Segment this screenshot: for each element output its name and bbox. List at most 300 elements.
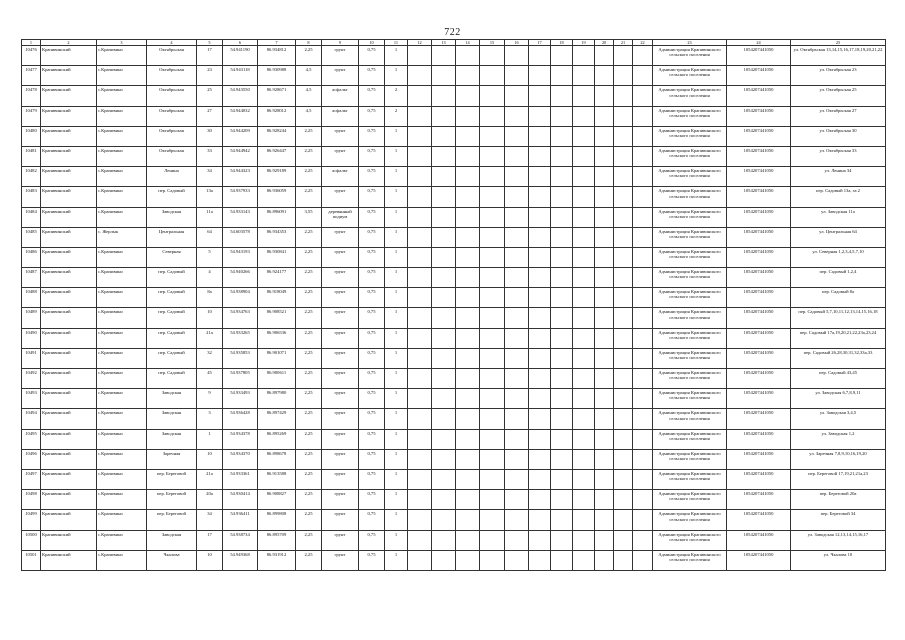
surface: грунт (322, 146, 359, 166)
empty-cell (633, 449, 653, 469)
empty-cell (529, 66, 551, 86)
empty-cell (529, 429, 551, 449)
longitude: 86.898678 (258, 449, 296, 469)
ogrn: 1054207441050 (727, 328, 791, 348)
surface: грунт (322, 530, 359, 550)
empty-cell (432, 187, 456, 207)
empty-cell (595, 187, 614, 207)
district: Крапивинский (41, 247, 97, 267)
street: пер. Береговой (147, 469, 197, 489)
volume: 0,75 (359, 328, 385, 348)
settlement: с.Крапивино (97, 369, 147, 389)
container-count: 2 (385, 106, 408, 126)
served-addresses: пер. Садовый 5,7,10,11,12,13,14,15,16,18 (791, 308, 886, 328)
longitude: 86.895269 (258, 429, 296, 449)
empty-cell (614, 550, 633, 570)
empty-cell (432, 268, 456, 288)
empty-cell (408, 389, 432, 409)
empty-cell (595, 530, 614, 550)
empty-cell (480, 167, 505, 187)
empty-cell (614, 247, 633, 267)
registry-table (21, 39, 886, 571)
empty-cell (573, 530, 595, 550)
owner: Администрация Крапивинского сельского поселения (653, 469, 727, 489)
empty-cell (432, 167, 456, 187)
surface: грунт (322, 409, 359, 429)
table-row (22, 86, 886, 106)
surface: грунт (322, 490, 359, 510)
empty-cell (456, 389, 480, 409)
empty-cell (480, 268, 505, 288)
empty-cell (505, 227, 529, 247)
served-addresses: ул. Ленина 34 (791, 167, 886, 187)
record-id: 10483 (22, 187, 41, 207)
empty-cell (551, 146, 573, 166)
surface: грунт (322, 389, 359, 409)
district: Крапивинский (41, 66, 97, 86)
empty-cell (529, 510, 551, 530)
area: 2,25 (296, 429, 322, 449)
latitude: 54.944942 (223, 146, 258, 166)
table-row (22, 510, 886, 530)
record-id: 10493 (22, 389, 41, 409)
empty-cell (432, 369, 456, 389)
area: 2,25 (296, 369, 322, 389)
empty-cell (551, 66, 573, 86)
empty-cell (480, 146, 505, 166)
served-addresses: ул. Заводская 12,13,14,15,16,17 (791, 530, 886, 550)
empty-cell (456, 66, 480, 86)
empty-cell (633, 369, 653, 389)
record-id: 10476 (22, 46, 41, 66)
surface: деревянный подиум (322, 207, 359, 227)
served-addresses: ул. Октябрьская 25 (791, 86, 886, 106)
owner: Администрация Крапивинского сельского поселения (653, 227, 727, 247)
served-addresses: пер. Садовый 26,28,30,31,32,33а,33 (791, 348, 886, 368)
empty-cell (505, 308, 529, 328)
owner: Администрация Крапивинского сельского поселения (653, 369, 727, 389)
empty-cell (529, 490, 551, 510)
empty-cell (633, 167, 653, 187)
empty-cell (614, 510, 633, 530)
empty-cell (573, 550, 595, 570)
street: Заводская (147, 530, 197, 550)
container-count: 1 (385, 389, 408, 409)
ogrn: 1054207441050 (727, 530, 791, 550)
container-count: 1 (385, 550, 408, 570)
empty-cell (408, 369, 432, 389)
container-count: 1 (385, 348, 408, 368)
surface: асфальт (322, 167, 359, 187)
latitude: 54.933143 (223, 207, 258, 227)
empty-cell (614, 409, 633, 429)
empty-cell (480, 429, 505, 449)
settlement: с.Крапивино (97, 429, 147, 449)
empty-cell (480, 126, 505, 146)
street: Центральная (147, 227, 197, 247)
empty-cell (614, 429, 633, 449)
container-count: 1 (385, 369, 408, 389)
empty-cell (614, 369, 633, 389)
empty-cell (505, 530, 529, 550)
area: 2,25 (296, 126, 322, 146)
ogrn: 1054207441050 (727, 106, 791, 126)
house-number: 27 (197, 106, 223, 126)
house-number: 10 (197, 550, 223, 570)
container-count: 1 (385, 247, 408, 267)
empty-cell (573, 389, 595, 409)
surface: грунт (322, 328, 359, 348)
surface: грунт (322, 288, 359, 308)
owner: Администрация Крапивинского сельского поселения (653, 207, 727, 227)
empty-cell (633, 288, 653, 308)
district: Крапивинский (41, 328, 97, 348)
table-row (22, 409, 886, 429)
district: Крапивинский (41, 86, 97, 106)
area: 2,25 (296, 550, 322, 570)
served-addresses: ул. Чкалова 10 (791, 550, 886, 570)
ogrn: 1054207441050 (727, 187, 791, 207)
settlement: с.Крапивино (97, 409, 147, 429)
empty-cell (456, 308, 480, 328)
empty-cell (614, 268, 633, 288)
settlement: с.Крапивино (97, 46, 147, 66)
settlement: с.Крапивино (97, 288, 147, 308)
owner: Администрация Крапивинского сельского поселения (653, 187, 727, 207)
empty-cell (595, 409, 614, 429)
empty-cell (480, 389, 505, 409)
empty-cell (456, 247, 480, 267)
volume: 0,75 (359, 126, 385, 146)
district: Крапивинский (41, 449, 97, 469)
latitude: 54.934763 (223, 308, 258, 328)
volume: 0,75 (359, 187, 385, 207)
served-addresses: ул. Заводская 1,2 (791, 429, 886, 449)
empty-cell (551, 369, 573, 389)
empty-cell (408, 308, 432, 328)
ogrn: 1054207441050 (727, 449, 791, 469)
empty-cell (432, 348, 456, 368)
table-row (22, 268, 886, 288)
ogrn: 1054207441050 (727, 86, 791, 106)
served-addresses: пер. Садовый 8а (791, 288, 886, 308)
district: Крапивинский (41, 46, 97, 66)
owner: Администрация Крапивинского сельского поселения (653, 530, 727, 550)
empty-cell (432, 46, 456, 66)
empty-cell (551, 46, 573, 66)
empty-cell (432, 227, 456, 247)
volume: 0,75 (359, 227, 385, 247)
empty-cell (633, 469, 653, 489)
empty-cell (551, 429, 573, 449)
record-id: 10490 (22, 328, 41, 348)
empty-cell (432, 66, 456, 86)
column-number: 4 (147, 40, 197, 46)
empty-cell (551, 227, 573, 247)
empty-cell (573, 86, 595, 106)
street: пер. Садовый (147, 187, 197, 207)
empty-cell (505, 449, 529, 469)
empty-cell (614, 167, 633, 187)
surface: грунт (322, 268, 359, 288)
longitude: 86.934353 (258, 227, 296, 247)
longitude: 86.895709 (258, 530, 296, 550)
container-count: 1 (385, 530, 408, 550)
empty-cell (505, 429, 529, 449)
latitude: 54.944209 (223, 126, 258, 146)
empty-cell (633, 247, 653, 267)
empty-cell (456, 227, 480, 247)
record-id: 10485 (22, 227, 41, 247)
empty-cell (432, 490, 456, 510)
owner: Администрация Крапивинского сельского поселения (653, 86, 727, 106)
district: Крапивинский (41, 207, 97, 227)
served-addresses: пер. Садовый 17а,19,20,21,22,23а,23,24 (791, 328, 886, 348)
house-number: 4 (197, 268, 223, 288)
empty-cell (529, 550, 551, 570)
house-number: 13а (197, 187, 223, 207)
street: Заводская (147, 409, 197, 429)
container-count: 1 (385, 227, 408, 247)
empty-cell (551, 510, 573, 530)
empty-cell (551, 207, 573, 227)
house-number: 32 (197, 348, 223, 368)
area: 2,25 (296, 247, 322, 267)
container-count: 1 (385, 187, 408, 207)
empty-cell (551, 490, 573, 510)
volume: 0,75 (359, 46, 385, 66)
settlement: с.Крапивино (97, 510, 147, 530)
empty-cell (408, 490, 432, 510)
empty-cell (614, 288, 633, 308)
house-number: 34 (197, 167, 223, 187)
empty-cell (595, 449, 614, 469)
empty-cell (529, 389, 551, 409)
area: 2,25 (296, 409, 322, 429)
empty-cell (595, 510, 614, 530)
column-number: 12 (408, 40, 432, 46)
table-row (22, 348, 886, 368)
ogrn: 1054207441050 (727, 308, 791, 328)
empty-cell (432, 510, 456, 530)
area: 2,25 (296, 146, 322, 166)
latitude: 54.949368 (223, 550, 258, 570)
empty-cell (480, 490, 505, 510)
owner: Администрация Крапивинского сельского поселения (653, 308, 727, 328)
empty-cell (573, 167, 595, 187)
column-number: 5 (197, 40, 223, 46)
surface: грунт (322, 510, 359, 530)
empty-cell (551, 167, 573, 187)
empty-cell (573, 348, 595, 368)
longitude: 86.906536 (258, 328, 296, 348)
district: Крапивинский (41, 409, 97, 429)
record-id: 10479 (22, 106, 41, 126)
district: Крапивинский (41, 429, 97, 449)
container-count: 1 (385, 469, 408, 489)
area: 3,55 (296, 207, 322, 227)
street: пер. Садовый (147, 328, 197, 348)
surface: грунт (322, 469, 359, 489)
table-row (22, 106, 886, 126)
house-number: 64 (197, 227, 223, 247)
empty-cell (480, 550, 505, 570)
latitude: 54.944323 (223, 167, 258, 187)
empty-cell (633, 530, 653, 550)
empty-cell (573, 126, 595, 146)
record-id: 10484 (22, 207, 41, 227)
empty-cell (529, 227, 551, 247)
column-number: 3 (97, 40, 147, 46)
volume: 0,75 (359, 369, 385, 389)
street: пер. Береговой (147, 510, 197, 530)
area: 2,25 (296, 510, 322, 530)
empty-cell (408, 510, 432, 530)
empty-cell (633, 86, 653, 106)
street: пер. Садовый (147, 288, 197, 308)
district: Крапивинский (41, 348, 97, 368)
served-addresses: ул. Октябрьская 13,14,15,16,17,18,19,20,21,22 (791, 46, 886, 66)
empty-cell (633, 126, 653, 146)
district: Крапивинский (41, 389, 97, 409)
area: 2,25 (296, 449, 322, 469)
latitude: 54.937805 (223, 369, 258, 389)
empty-cell (595, 288, 614, 308)
surface: грунт (322, 369, 359, 389)
empty-cell (529, 369, 551, 389)
empty-cell (573, 247, 595, 267)
latitude: 54.936428 (223, 409, 258, 429)
district: Крапивинский (41, 490, 97, 510)
volume: 0,75 (359, 167, 385, 187)
settlement: с.Крапивино (97, 66, 147, 86)
empty-cell (595, 490, 614, 510)
empty-cell (480, 106, 505, 126)
column-number: 11 (385, 40, 408, 46)
latitude: 54.934378 (223, 429, 258, 449)
empty-cell (480, 369, 505, 389)
empty-cell (529, 409, 551, 429)
empty-cell (614, 308, 633, 328)
empty-cell (633, 328, 653, 348)
table-row (22, 550, 886, 570)
column-number: 13 (432, 40, 456, 46)
table-row (22, 469, 886, 489)
empty-cell (595, 469, 614, 489)
area: 2,25 (296, 167, 322, 187)
container-count: 2 (385, 86, 408, 106)
district: Крапивинский (41, 288, 97, 308)
empty-cell (529, 126, 551, 146)
house-number: 45 (197, 369, 223, 389)
column-number: 21 (614, 40, 633, 46)
empty-cell (529, 86, 551, 106)
empty-cell (408, 348, 432, 368)
longitude: 86.901071 (258, 348, 296, 368)
empty-cell (408, 46, 432, 66)
column-number: 17 (529, 40, 551, 46)
empty-cell (573, 106, 595, 126)
empty-cell (456, 449, 480, 469)
empty-cell (595, 308, 614, 328)
settlement: с.Крапивино (97, 247, 147, 267)
owner: Администрация Крапивинского сельского поселения (653, 268, 727, 288)
empty-cell (432, 409, 456, 429)
empty-cell (573, 146, 595, 166)
longitude: 86.928012 (258, 106, 296, 126)
served-addresses: ул. Октябрьская 33 (791, 146, 886, 166)
record-id: 10494 (22, 409, 41, 429)
empty-cell (551, 530, 573, 550)
empty-cell (529, 167, 551, 187)
empty-cell (614, 227, 633, 247)
surface: асфальт (322, 106, 359, 126)
empty-cell (551, 389, 573, 409)
empty-cell (456, 167, 480, 187)
page-number: 722 (444, 27, 461, 38)
district: Крапивинский (41, 530, 97, 550)
latitude: 54.933265 (223, 328, 258, 348)
empty-cell (551, 348, 573, 368)
served-addresses: пер. Садовый 13а, за 2 (791, 187, 886, 207)
column-number: 7 (258, 40, 296, 46)
empty-cell (595, 429, 614, 449)
longitude: 86.931912 (258, 550, 296, 570)
ogrn: 1054207441050 (727, 126, 791, 146)
table-row (22, 66, 886, 86)
empty-cell (432, 247, 456, 267)
owner: Администрация Крапивинского сельского поселения (653, 328, 727, 348)
longitude: 86.899808 (258, 510, 296, 530)
empty-cell (573, 268, 595, 288)
owner: Администрация Крапивинского сельского поселения (653, 46, 727, 66)
column-number: 14 (456, 40, 480, 46)
volume: 0,75 (359, 490, 385, 510)
empty-cell (633, 146, 653, 166)
record-id: 10487 (22, 268, 41, 288)
empty-cell (408, 328, 432, 348)
longitude: 86.930988 (258, 66, 296, 86)
served-addresses: ул. Заводская 11а (791, 207, 886, 227)
empty-cell (595, 46, 614, 66)
empty-cell (432, 328, 456, 348)
container-count: 1 (385, 429, 408, 449)
volume: 0,75 (359, 348, 385, 368)
owner: Администрация Крапивинского сельского поселения (653, 409, 727, 429)
district: Крапивинский (41, 106, 97, 126)
container-count: 1 (385, 46, 408, 66)
settlement: с.Крапивино (97, 348, 147, 368)
empty-cell (505, 510, 529, 530)
street: Северная (147, 247, 197, 267)
empty-cell (480, 288, 505, 308)
district: Крапивинский (41, 167, 97, 187)
empty-cell (505, 328, 529, 348)
table-row (22, 227, 886, 247)
empty-cell (505, 207, 529, 227)
latitude: 54.943550 (223, 86, 258, 106)
owner: Администрация Крапивинского сельского поселения (653, 449, 727, 469)
column-number: 9 (322, 40, 359, 46)
empty-cell (633, 308, 653, 328)
house-number: 34 (197, 510, 223, 530)
owner: Администрация Крапивинского сельского поселения (653, 167, 727, 187)
street: пер. Садовый (147, 308, 197, 328)
empty-cell (551, 268, 573, 288)
house-number: 17 (197, 530, 223, 550)
empty-cell (432, 207, 456, 227)
district: Крапивинский (41, 126, 97, 146)
